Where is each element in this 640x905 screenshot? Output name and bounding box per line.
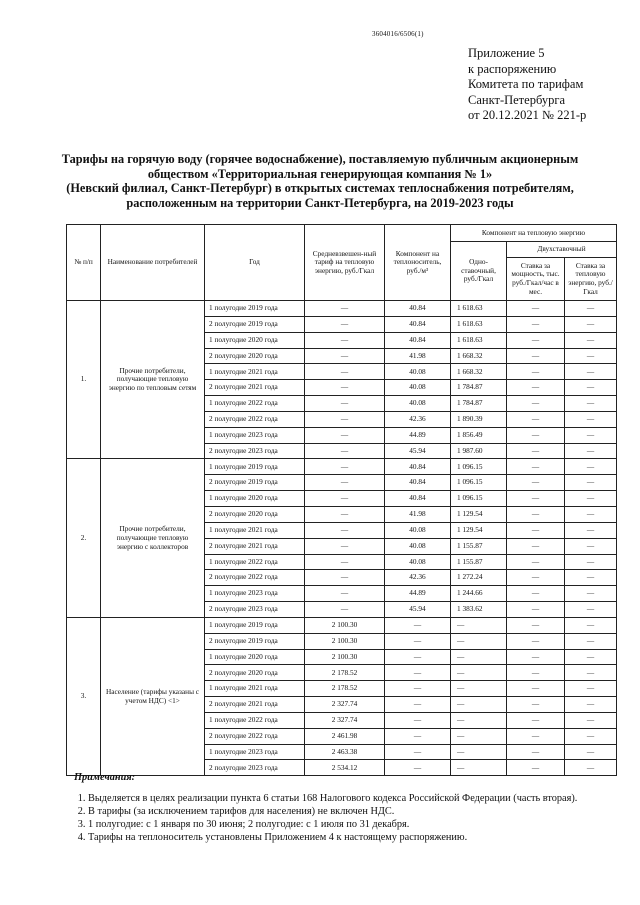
group-number: 2. xyxy=(67,459,101,617)
cell-capacity: — xyxy=(507,554,565,570)
table-row xyxy=(67,617,617,633)
cell-one-rate: 1 096.15 xyxy=(451,475,507,491)
cell-carrier: 40.08 xyxy=(385,364,451,380)
cell-carrier: 40.84 xyxy=(385,332,451,348)
cell-avg-tariff: — xyxy=(305,316,385,332)
cell-avg-tariff: 2 327.74 xyxy=(305,712,385,728)
cell-period: 1 полугодие 2019 года xyxy=(205,617,305,633)
cell-one-rate: — xyxy=(451,681,507,697)
cell-carrier: 41.98 xyxy=(385,348,451,364)
note-item: 4. Тарифы на теплоноситель установлены Приложением 4 к настоящему распоряжению. xyxy=(88,831,577,844)
cell-avg-tariff: — xyxy=(305,443,385,459)
cell-carrier: — xyxy=(385,681,451,697)
cell-energy-rate: — xyxy=(565,554,617,570)
cell-energy-rate: — xyxy=(565,301,617,317)
cell-period: 1 полугодие 2023 года xyxy=(205,744,305,760)
cell-period: 1 полугодие 2022 года xyxy=(205,554,305,570)
cell-energy-rate: — xyxy=(565,633,617,649)
cell-period: 2 полугодие 2022 года xyxy=(205,728,305,744)
title-line: расположенным на территории Санкт-Петербурга, на 2019-2023 годы xyxy=(126,195,514,210)
cell-one-rate: — xyxy=(451,760,507,776)
cell-avg-tariff: 2 461.98 xyxy=(305,728,385,744)
cell-one-rate: — xyxy=(451,665,507,681)
cell-period: 2 полугодие 2020 года xyxy=(205,506,305,522)
cell-period: 2 полугодие 2021 года xyxy=(205,697,305,713)
cell-energy-rate: — xyxy=(565,649,617,665)
cell-carrier: 42.36 xyxy=(385,570,451,586)
cell-carrier: 40.08 xyxy=(385,396,451,412)
approval-line: Приложение 5 xyxy=(468,46,545,60)
header-energy-rate: Ставка за тепловую энергию, руб./Гкал xyxy=(565,258,617,301)
cell-one-rate: 1 383.62 xyxy=(451,602,507,618)
cell-capacity: — xyxy=(507,427,565,443)
cell-energy-rate: — xyxy=(565,522,617,538)
cell-capacity: — xyxy=(507,633,565,649)
cell-avg-tariff: — xyxy=(305,364,385,380)
cell-capacity: — xyxy=(507,443,565,459)
cell-period: 2 полугодие 2019 года xyxy=(205,475,305,491)
cell-energy-rate: — xyxy=(565,712,617,728)
cell-capacity: — xyxy=(507,649,565,665)
cell-period: 1 полугодие 2021 года xyxy=(205,522,305,538)
cell-energy-rate: — xyxy=(565,728,617,744)
group-name: Прочие потребители, получающие тепловую энергию с коллекторов xyxy=(101,459,205,617)
header-two-rate: Двухставочный xyxy=(507,242,617,258)
cell-capacity: — xyxy=(507,380,565,396)
cell-energy-rate: — xyxy=(565,681,617,697)
cell-avg-tariff: — xyxy=(305,506,385,522)
cell-one-rate: — xyxy=(451,617,507,633)
cell-period: 1 полугодие 2023 года xyxy=(205,427,305,443)
table-body xyxy=(67,301,617,776)
cell-period: 1 полугодие 2022 года xyxy=(205,712,305,728)
cell-capacity: — xyxy=(507,411,565,427)
cell-one-rate: — xyxy=(451,712,507,728)
cell-period: 1 полугодие 2021 года xyxy=(205,681,305,697)
cell-capacity: — xyxy=(507,506,565,522)
cell-carrier: — xyxy=(385,697,451,713)
cell-period: 2 полугодие 2019 года xyxy=(205,316,305,332)
cell-capacity: — xyxy=(507,570,565,586)
cell-capacity: — xyxy=(507,316,565,332)
cell-capacity: — xyxy=(507,697,565,713)
cell-energy-rate: — xyxy=(565,411,617,427)
cell-avg-tariff: 2 100.30 xyxy=(305,617,385,633)
cell-carrier: — xyxy=(385,633,451,649)
cell-capacity: — xyxy=(507,760,565,776)
cell-capacity: — xyxy=(507,459,565,475)
cell-one-rate: 1 155.87 xyxy=(451,538,507,554)
cell-capacity: — xyxy=(507,475,565,491)
cell-energy-rate: — xyxy=(565,491,617,507)
approval-line: к распоряжению xyxy=(468,61,557,76)
cell-carrier: 42.36 xyxy=(385,411,451,427)
cell-energy-rate: — xyxy=(565,506,617,522)
header-capacity: Ставка за мощность, тыс. руб./Гкал/час в мес. xyxy=(507,258,565,301)
cell-carrier: 40.08 xyxy=(385,554,451,570)
cell-capacity: — xyxy=(507,491,565,507)
cell-period: 2 полугодие 2020 года xyxy=(205,665,305,681)
cell-carrier: — xyxy=(385,712,451,728)
cell-energy-rate: — xyxy=(565,332,617,348)
cell-capacity: — xyxy=(507,301,565,317)
cell-capacity: — xyxy=(507,712,565,728)
cell-energy-rate: — xyxy=(565,475,617,491)
cell-avg-tariff: — xyxy=(305,586,385,602)
cell-one-rate: 1 272.24 xyxy=(451,570,507,586)
cell-avg-tariff: — xyxy=(305,459,385,475)
cell-avg-tariff: 2 178.52 xyxy=(305,665,385,681)
cell-one-rate: 1 668.32 xyxy=(451,364,507,380)
cell-capacity: — xyxy=(507,348,565,364)
cell-energy-rate: — xyxy=(565,364,617,380)
cell-avg-tariff: — xyxy=(305,301,385,317)
approval-line: Комитета по тарифам xyxy=(468,77,584,91)
cell-energy-rate: — xyxy=(565,538,617,554)
cell-one-rate: 1 618.63 xyxy=(451,316,507,332)
cell-carrier: 45.94 xyxy=(385,602,451,618)
cell-avg-tariff: — xyxy=(305,538,385,554)
cell-carrier: 45.94 xyxy=(385,443,451,459)
header-energy-group: Компонент на тепловую энергию xyxy=(451,225,617,242)
cell-energy-rate: — xyxy=(565,348,617,364)
document-number: 3604016/6506(1) xyxy=(372,30,424,38)
cell-carrier: 40.84 xyxy=(385,301,451,317)
cell-avg-tariff: 2 100.30 xyxy=(305,633,385,649)
header-carrier: Компонент на теплоноситель, руб./м³ xyxy=(385,225,451,301)
cell-period: 1 полугодие 2019 года xyxy=(205,459,305,475)
cell-one-rate: 1 784.87 xyxy=(451,396,507,412)
header-num: № п/п xyxy=(67,225,101,301)
header-consumer: Наименование потребителей xyxy=(101,225,205,301)
cell-avg-tariff: — xyxy=(305,491,385,507)
table-row xyxy=(67,459,617,475)
cell-one-rate: 1 890.39 xyxy=(451,411,507,427)
approval-line: от 20.12.2021 № 221-р xyxy=(468,108,587,122)
cell-one-rate: 1 784.87 xyxy=(451,380,507,396)
cell-energy-rate: — xyxy=(565,570,617,586)
cell-capacity: — xyxy=(507,538,565,554)
cell-capacity: — xyxy=(507,728,565,744)
cell-period: 1 полугодие 2019 года xyxy=(205,301,305,317)
cell-one-rate: 1 987.60 xyxy=(451,443,507,459)
cell-carrier: — xyxy=(385,617,451,633)
cell-avg-tariff: 2 534.12 xyxy=(305,760,385,776)
note-item: 3. 1 полугодие: с 1 января по 30 июня; 2 полугодие: с 1 июля по 31 декабря. xyxy=(88,818,577,831)
cell-carrier: 40.08 xyxy=(385,538,451,554)
header-avg-tariff: Средневзвешен-ный тариф на тепловую энергию, руб./Гкал xyxy=(305,225,385,301)
approval-block xyxy=(468,46,586,124)
cell-capacity: — xyxy=(507,396,565,412)
cell-period: 1 полугодие 2023 года xyxy=(205,586,305,602)
cell-one-rate: 1 096.15 xyxy=(451,491,507,507)
notes-list xyxy=(74,792,577,844)
cell-one-rate: — xyxy=(451,649,507,665)
title-line: (Невский филиал, Санкт-Петербург) в открытых системах теплоснабжения потребителям, xyxy=(66,181,574,196)
cell-avg-tariff: — xyxy=(305,396,385,412)
cell-one-rate: 1 155.87 xyxy=(451,554,507,570)
cell-period: 2 полугодие 2023 года xyxy=(205,602,305,618)
note-item: 1. Выделяется в целях реализации пункта 6 статьи 168 Налогового кодекса Российской Федерации (часть вторая). xyxy=(88,792,577,805)
cell-capacity: — xyxy=(507,681,565,697)
cell-one-rate: 1 096.15 xyxy=(451,459,507,475)
cell-capacity: — xyxy=(507,665,565,681)
cell-one-rate: 1 129.54 xyxy=(451,522,507,538)
cell-energy-rate: — xyxy=(565,760,617,776)
cell-period: 2 полугодие 2023 года xyxy=(205,443,305,459)
cell-avg-tariff: — xyxy=(305,427,385,443)
cell-avg-tariff: — xyxy=(305,554,385,570)
cell-capacity: — xyxy=(507,602,565,618)
cell-carrier: 40.84 xyxy=(385,475,451,491)
cell-energy-rate: — xyxy=(565,602,617,618)
cell-carrier: — xyxy=(385,728,451,744)
cell-period: 2 полугодие 2022 года xyxy=(205,570,305,586)
header-one-rate: Одно-ставочный, руб./Гкал xyxy=(451,242,507,301)
cell-capacity: — xyxy=(507,364,565,380)
cell-energy-rate: — xyxy=(565,586,617,602)
cell-carrier: — xyxy=(385,744,451,760)
group-name: Население (тарифы указаны с учетом НДС) <1> xyxy=(101,617,205,775)
notes xyxy=(74,771,577,844)
cell-energy-rate: — xyxy=(565,396,617,412)
cell-carrier: 41.98 xyxy=(385,506,451,522)
cell-period: 2 полугодие 2021 года xyxy=(205,538,305,554)
cell-one-rate: 1 618.63 xyxy=(451,301,507,317)
header-year: Год xyxy=(205,225,305,301)
cell-one-rate: 1 856.49 xyxy=(451,427,507,443)
table-row xyxy=(67,301,617,317)
cell-avg-tariff: 2 327.74 xyxy=(305,697,385,713)
group-number: 3. xyxy=(67,617,101,775)
cell-energy-rate: — xyxy=(565,697,617,713)
cell-period: 1 полугодие 2021 года xyxy=(205,364,305,380)
cell-avg-tariff: 2 463.38 xyxy=(305,744,385,760)
cell-carrier: 44.89 xyxy=(385,586,451,602)
cell-energy-rate: — xyxy=(565,665,617,681)
cell-carrier: — xyxy=(385,665,451,681)
cell-energy-rate: — xyxy=(565,380,617,396)
cell-carrier: — xyxy=(385,649,451,665)
cell-avg-tariff: — xyxy=(305,602,385,618)
tariff-table xyxy=(66,224,617,776)
cell-energy-rate: — xyxy=(565,459,617,475)
cell-avg-tariff: — xyxy=(305,332,385,348)
cell-capacity: — xyxy=(507,617,565,633)
cell-avg-tariff: — xyxy=(305,475,385,491)
cell-period: 1 полугодие 2022 года xyxy=(205,396,305,412)
cell-one-rate: — xyxy=(451,697,507,713)
cell-energy-rate: — xyxy=(565,316,617,332)
title-line: обществом «Территориальная генерирующая компания № 1» xyxy=(147,166,493,181)
cell-one-rate: 1 129.54 xyxy=(451,506,507,522)
notes-title: Примечания: xyxy=(74,772,136,783)
group-number: 1. xyxy=(67,301,101,459)
cell-period: 2 полугодие 2022 года xyxy=(205,411,305,427)
cell-carrier: 40.84 xyxy=(385,491,451,507)
cell-energy-rate: — xyxy=(565,617,617,633)
cell-one-rate: — xyxy=(451,744,507,760)
cell-avg-tariff: — xyxy=(305,411,385,427)
cell-period: 2 полугодие 2023 года xyxy=(205,760,305,776)
cell-period: 1 полугодие 2020 года xyxy=(205,491,305,507)
cell-one-rate: — xyxy=(451,728,507,744)
cell-carrier: 40.84 xyxy=(385,459,451,475)
cell-period: 2 полугодие 2020 года xyxy=(205,348,305,364)
cell-carrier: 40.08 xyxy=(385,380,451,396)
approval-line: Санкт-Петербурга xyxy=(468,92,566,107)
cell-capacity: — xyxy=(507,586,565,602)
cell-one-rate: 1 668.32 xyxy=(451,348,507,364)
cell-capacity: — xyxy=(507,744,565,760)
cell-avg-tariff: — xyxy=(305,570,385,586)
cell-capacity: — xyxy=(507,332,565,348)
cell-period: 1 полугодие 2020 года xyxy=(205,332,305,348)
cell-carrier: — xyxy=(385,760,451,776)
cell-one-rate: 1 244.66 xyxy=(451,586,507,602)
note-item: 2. В тарифы (за исключением тарифов для населения) не включен НДС. xyxy=(88,805,577,818)
cell-avg-tariff: — xyxy=(305,348,385,364)
cell-carrier: 40.08 xyxy=(385,522,451,538)
cell-carrier: 40.84 xyxy=(385,316,451,332)
document-title xyxy=(20,152,620,210)
cell-period: 1 полугодие 2020 года xyxy=(205,649,305,665)
cell-one-rate: 1 618.63 xyxy=(451,332,507,348)
cell-carrier: 44.89 xyxy=(385,427,451,443)
cell-period: 2 полугодие 2019 года xyxy=(205,633,305,649)
group-name: Прочие потребители, получающие тепловую энергию по тепловым сетям xyxy=(101,301,205,459)
cell-energy-rate: — xyxy=(565,427,617,443)
title-line: Тарифы на горячую воду (горячее водоснабжение), поставляемую публичным акционерным xyxy=(61,152,579,166)
cell-energy-rate: — xyxy=(565,744,617,760)
cell-period: 2 полугодие 2021 года xyxy=(205,380,305,396)
cell-avg-tariff: 2 100.30 xyxy=(305,649,385,665)
cell-avg-tariff: — xyxy=(305,522,385,538)
cell-one-rate: — xyxy=(451,633,507,649)
cell-energy-rate: — xyxy=(565,443,617,459)
cell-avg-tariff: — xyxy=(305,380,385,396)
cell-avg-tariff: 2 178.52 xyxy=(305,681,385,697)
cell-capacity: — xyxy=(507,522,565,538)
